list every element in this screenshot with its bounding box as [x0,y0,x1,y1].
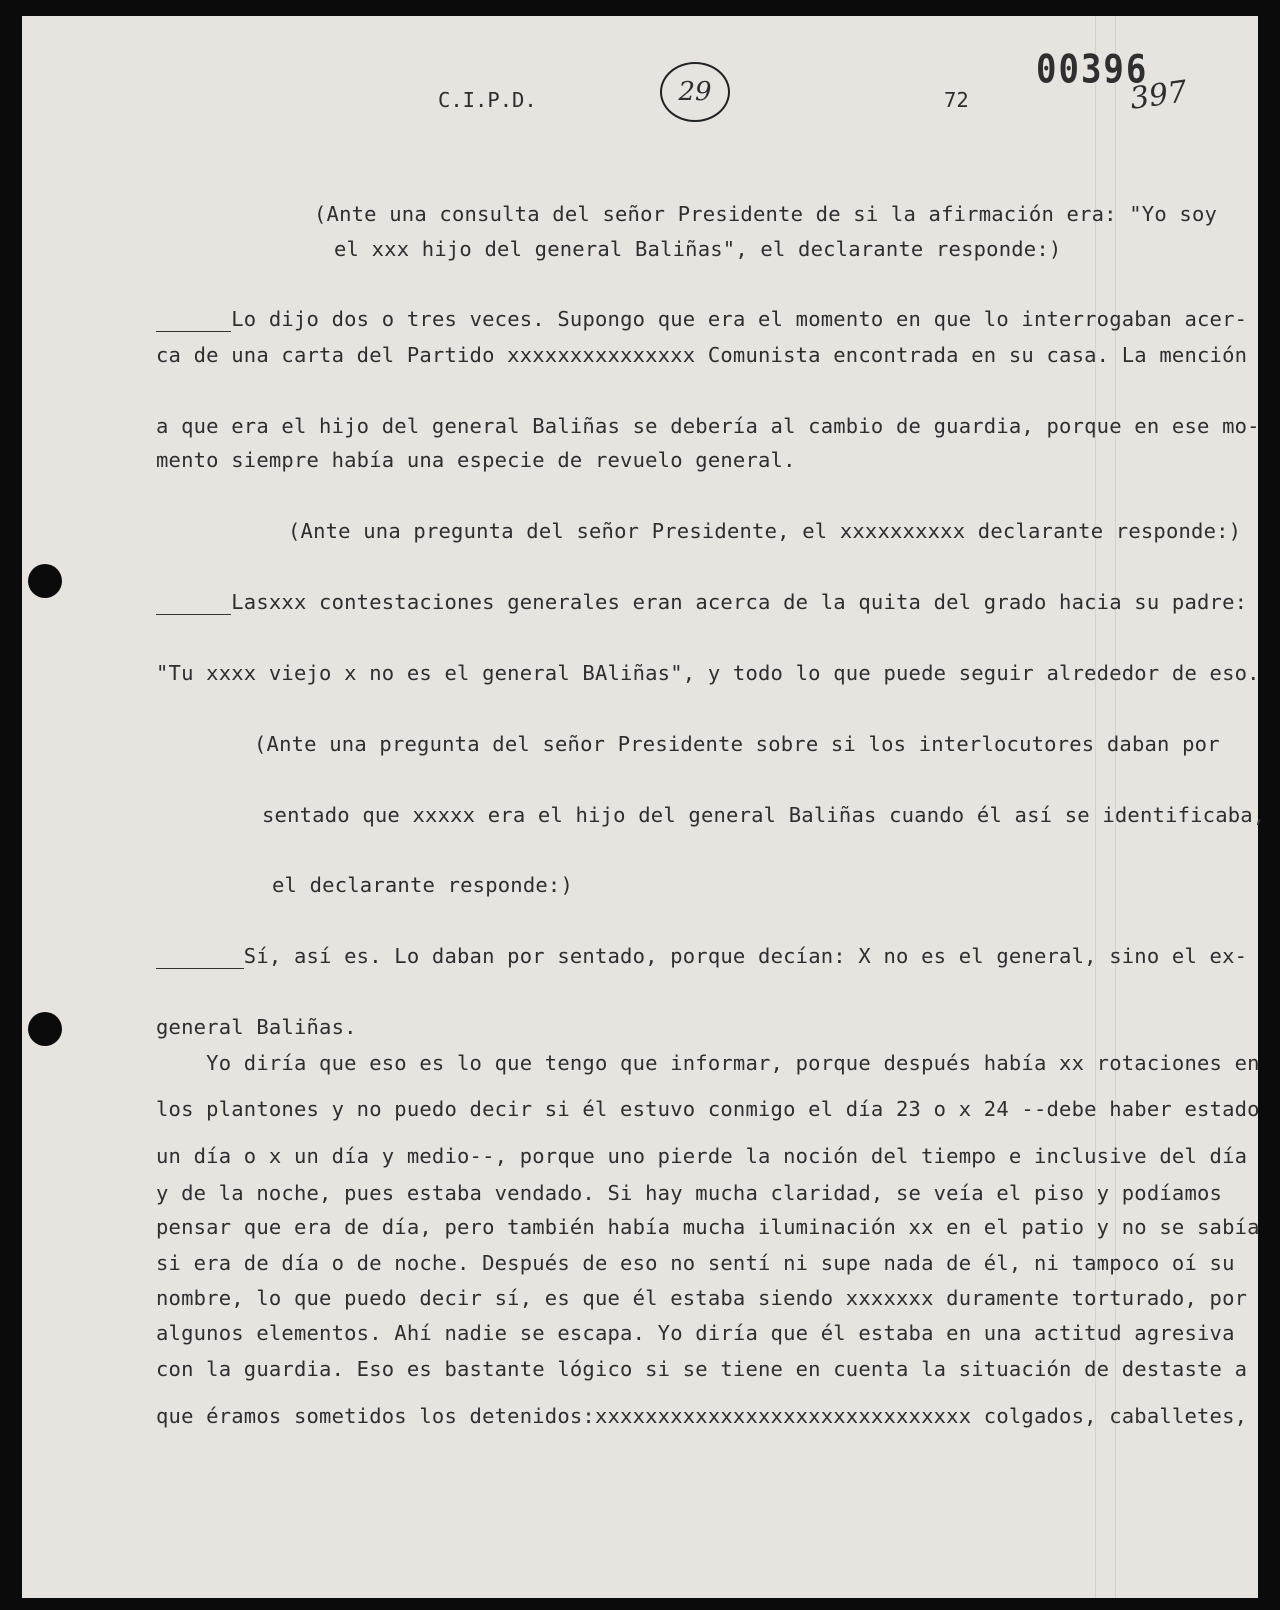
text-line [288,519,1241,543]
line-text: Lasxxx contestaciones generales eran acerca de la quita del grado hacia su padre: [231,590,1248,614]
line-text: pensar que era de día, pero también había mucha iluminación xx en el patio y no se sabía [156,1215,1260,1239]
binder-tab [0,106,14,144]
text-line [156,944,1247,969]
text-line [156,590,1247,615]
text-line [334,237,1061,261]
text-line [272,873,573,897]
text-line [262,803,1265,827]
binder-tab [0,754,14,798]
line-text: los plantones y no puedo decir si él estuvo conmigo el día 23 o x 24 --debe haber estado [156,1097,1260,1121]
line-text: mento siempre había una especie de revuelo general. [156,448,796,472]
text-line [156,1097,1260,1121]
line-text: que éramos sometidos los detenidos:xxxxxxxxxxxxxxxxxxxxxxxxxxxxxx colgados, caballetes, [156,1404,1248,1428]
text-line [156,1286,1247,1310]
indent-underline [156,590,231,615]
line-text: Sí, así es. Lo daban por sentado, porque decían: X no es el general, sino el ex- [243,944,1248,968]
line-text: general Baliñas. [156,1015,357,1039]
binder-tab [0,434,14,474]
text-line [156,1181,1222,1205]
line-text: "Tu xxxx viejo x no es el general BAliñas", y todo lo que puede seguir alrededor de eso. [156,661,1260,685]
text-line [156,448,796,472]
text-line [156,414,1260,438]
line-text: (Ante una pregunta del señor Presidente sobre si los interlocutores daban por [254,732,1220,756]
stamp-number: 00396 [1036,47,1149,93]
line-text: y de la noche, pues estaba vendado. Si hay mucha claridad, se veía el piso y podíamos [156,1181,1223,1205]
text-line [156,1144,1247,1168]
text-line [156,1321,1235,1345]
line-text: nombre, lo que puedo decir sí, es que él estaba siendo xxxxxxx duramente torturado, por [156,1286,1248,1310]
binder-tab [0,1074,14,1114]
text-line [254,732,1220,756]
text-line [156,1251,1235,1275]
line-text: Lo dijo dos o tres veces. Supongo que era el momento en que lo interrogaban acer- [231,307,1248,331]
handwritten-number: 397 [1127,74,1190,117]
page-number: 72 [944,88,969,112]
text-line [156,343,1247,367]
line-text: (Ante una pregunta del señor Presidente, el xxxxxxxxxx declarante responde:) [288,519,1242,543]
line-text: un día o x un día y medio--, porque uno pierde la noción del tiempo e inclusive del día [156,1144,1248,1168]
indent-underline [156,944,244,969]
text-line [156,307,1247,332]
line-text: (Ante una consulta del señor Presidente de si la afirmación era: "Yo soy [314,202,1218,226]
text-line [156,1357,1247,1381]
text-line [314,202,1217,226]
indent-underline [156,307,231,332]
text-line [156,1215,1260,1239]
binder-tab [0,1402,14,1446]
text-line [156,661,1260,685]
line-text: ca de una carta del Partido xxxxxxxxxxxxxxx Comunista encontrada en su casa. La mención [156,343,1248,367]
line-text: si era de día o de noche. Después de eso no sentí ni supe nada de él, ni tampoco oí su [156,1251,1235,1275]
line-text: el xxx hijo del general Baliñas", el declarante responde:) [334,237,1062,261]
text-line [156,1404,1247,1428]
line-text: el declarante responde:) [272,873,574,897]
line-text: a que era el hijo del general Baliñas se debería al cambio de guardia, porque en ese mo- [156,414,1260,438]
punch-hole [28,1012,62,1046]
text-line [156,1051,1260,1075]
line-text: Yo diría que eso es lo que tengo que informar, porque después había xx rotaciones en [156,1051,1260,1075]
circled-number-mark [660,62,730,122]
circled-number: 29 [678,77,712,107]
text-line [156,1015,357,1039]
document-page [22,16,1266,1598]
line-text: con la guardia. Eso es bastante lógico si se tiene en cuenta la situación de destaste a [156,1357,1248,1381]
punch-hole [28,564,62,598]
line-text: sentado que xxxxx era el hijo del general Baliñas cuando él así se identificaba, [262,803,1266,827]
header-org: C.I.P.D. [438,88,537,112]
line-text: algunos elementos. Ahí nadie se escapa. Yo diría que él estaba en una actitud agresiva [156,1321,1235,1345]
